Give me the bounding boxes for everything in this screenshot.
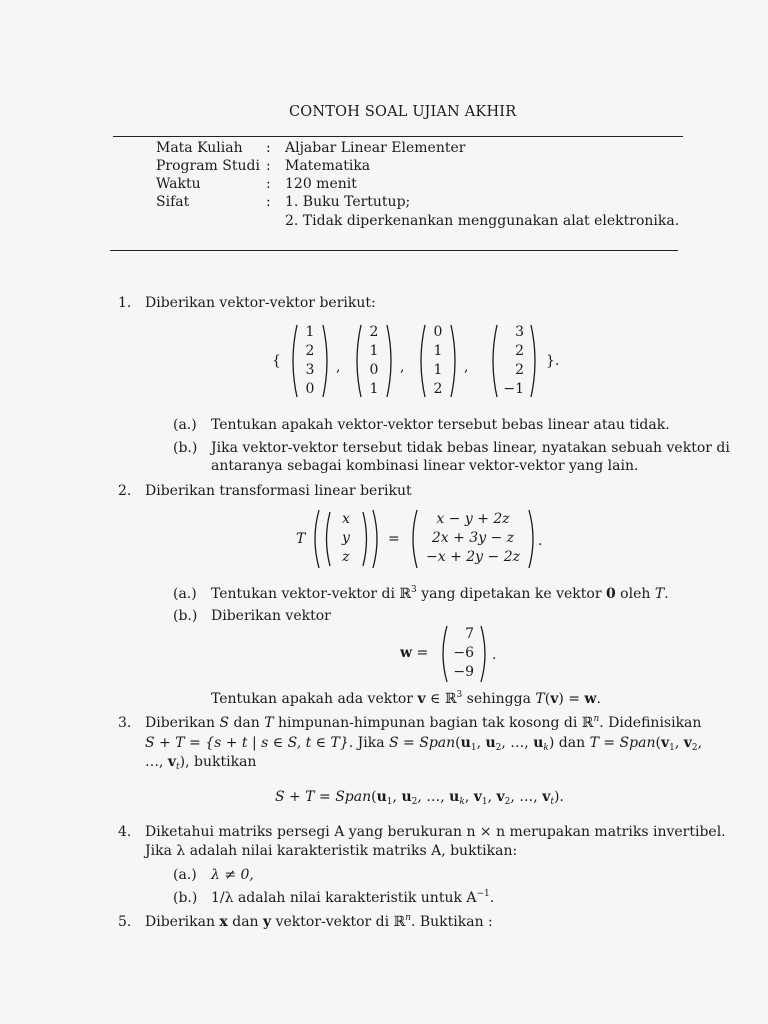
problem-1a-text: Tentukan apakah vektor-vektor tersebut bebas linear atau tidak. <box>211 417 670 433</box>
problem-3-display: $S + T = Span(u_1$, $u_2$, …, $u_k$, $v_1$, $v_2$, …, $v_t$). <box>275 789 564 807</box>
vector-4-entry: 3 <box>515 324 524 340</box>
comma: , <box>464 359 469 375</box>
info-label-nature: Sifat <box>156 194 190 210</box>
vector-4 <box>500 323 524 399</box>
w-vector <box>448 625 474 682</box>
transformation-equation <box>296 508 546 570</box>
w-entry: 7 <box>465 626 474 642</box>
vector-2 <box>366 323 382 399</box>
input-vector <box>334 510 358 567</box>
info-sep-program: : <box>266 158 271 174</box>
problem-1b-text-line2: antaranya sebagai kombinasi linear vektor-vektor yang lain. <box>211 458 639 474</box>
problem-5-text: Diberikan x dan y vektor-vektor di ℝ$^n$. Buktikan : <box>145 913 493 930</box>
vector-2-entry: 1 <box>369 381 379 397</box>
period: . <box>538 533 543 549</box>
vector-1 <box>302 323 318 399</box>
info-sep-nature: : <box>266 194 271 210</box>
problem-1-intro: Diberikan vektor-vektor berikut: <box>145 295 376 311</box>
vector-4-right-paren <box>530 324 540 398</box>
vector-3 <box>430 323 446 399</box>
w-entry: −6 <box>453 645 474 661</box>
info-label-program: Program Studi <box>156 158 260 174</box>
problem-4a-label: (a.) <box>173 867 197 883</box>
vector-3-left-paren <box>416 324 426 398</box>
vector-3-entry: 1 <box>433 362 443 378</box>
problem-1a-label: (a.) <box>173 417 197 433</box>
output-entry: −x + 2y − 2z <box>426 549 520 565</box>
problem-4-line2: Jika λ adalah nilai karakteristik matriks A, buktikan: <box>145 843 518 859</box>
w-symbol: w = <box>400 645 429 661</box>
header-bottom-rule <box>110 250 678 251</box>
problem-3-line3: …, $v_t$), buktikan <box>145 754 257 772</box>
problem-2a-text: Tentukan vektor-vektor di ℝ$^3$ yang dipetakan ke vektor 0 oleh T. <box>211 585 669 602</box>
problem-4-line1: Diketahui matriks persegi A yang berukuran n × n merupakan matriks invertibel. <box>145 824 726 840</box>
output-entry: x − y + 2z <box>436 511 510 527</box>
problem-4b-text: 1/λ adalah nilai karakteristik untuk $A^{-1}$. <box>211 889 495 906</box>
input-entry: y <box>342 530 350 546</box>
input-right-paren <box>362 511 371 567</box>
vector-2-right-paren <box>386 324 396 398</box>
vector-set <box>266 322 566 400</box>
outer-right-paren <box>372 509 382 569</box>
transformation-symbol: T <box>296 531 306 547</box>
output-vector <box>420 510 526 567</box>
vector-1-left-paren <box>288 324 298 398</box>
vector-1-entry: 0 <box>305 381 315 397</box>
vector-1-entry: 1 <box>305 324 315 340</box>
input-entry: x <box>342 511 350 527</box>
problem-2-intro: Diberikan transformasi linear berikut <box>145 483 412 499</box>
vector-2-left-paren <box>352 324 362 398</box>
input-entry: z <box>342 549 350 565</box>
output-left-paren <box>408 509 418 569</box>
problem-1b-text-line1: Jika vektor-vektor tersebut tidak bebas linear, nyatakan sebuah vektor di <box>211 440 730 456</box>
problem-2-number: 2. <box>118 483 132 499</box>
vector-4-entry: −1 <box>503 381 524 397</box>
outer-left-paren <box>310 509 320 569</box>
problem-4a-text: λ ≠ 0, <box>211 867 254 883</box>
problem-2b-label: (b.) <box>173 608 198 624</box>
info-value-nature-1: 1. Buku Tertutup; <box>285 194 411 210</box>
w-entry: −9 <box>453 664 474 680</box>
vector-3-entry: 0 <box>433 324 443 340</box>
left-brace: { <box>272 353 281 369</box>
problem-4-number: 4. <box>118 824 132 840</box>
problem-2b-question: Tentukan apakah ada vektor v ∈ ℝ$^3$ sehingga T(v) = w. <box>211 690 601 707</box>
problem-2a-label: (a.) <box>173 586 197 602</box>
info-label-time: Waktu <box>156 176 201 192</box>
problem-3-line1: Diberikan S dan T himpunan-himpunan bagian tak kosong di ℝ$^n$. Didefinisikan <box>145 714 702 731</box>
output-entry: 2x + 3y − z <box>431 530 515 546</box>
header-top-rule <box>113 136 683 137</box>
vector-2-entry: 2 <box>369 324 379 340</box>
info-label-course: Mata Kuliah <box>156 140 243 156</box>
equals-sign: = <box>388 531 400 547</box>
vector-1-right-paren <box>322 324 332 398</box>
problem-2b-text: Diberikan vektor <box>211 608 331 624</box>
problem-3-line2: S + T = {s + t | s ∈ S, t ∈ T}. Jika $S = Span(u_1$, $u_2$, …, $u_k$) dan $T = Span(v_1$, $v_2$, <box>145 735 703 753</box>
vector-3-right-paren <box>450 324 460 398</box>
info-value-course: Aljabar Linear Elementer <box>285 140 466 156</box>
problem-1b-label: (b.) <box>173 440 198 456</box>
vector-2-entry: 0 <box>369 362 379 378</box>
vector-4-entry: 2 <box>515 343 524 359</box>
right-brace: }. <box>546 353 560 369</box>
vector-3-entry: 1 <box>433 343 443 359</box>
problem-4b-label: (b.) <box>173 890 198 906</box>
vector-4-left-paren <box>488 324 498 398</box>
vector-2-entry: 1 <box>369 343 379 359</box>
page-title: CONTOH SOAL UJIAN AKHIR <box>289 104 517 120</box>
w-right-paren <box>480 625 490 683</box>
output-right-paren <box>528 509 538 569</box>
vector-1-entry: 2 <box>305 343 315 359</box>
w-vector-equation <box>400 624 510 684</box>
period: . <box>492 647 497 663</box>
problem-5-number: 5. <box>118 914 132 930</box>
vector-3-entry: 2 <box>433 381 443 397</box>
info-value-time: 120 menit <box>285 176 357 192</box>
info-sep-course: : <box>266 140 271 156</box>
info-sep-time: : <box>266 176 271 192</box>
vector-1-entry: 3 <box>305 362 315 378</box>
info-value-program: Matematika <box>285 158 371 174</box>
comma: , <box>336 359 341 375</box>
input-left-paren <box>322 511 331 567</box>
vector-4-entry: 2 <box>515 362 524 378</box>
problem-1-number: 1. <box>118 295 132 311</box>
info-value-nature-2: 2. Tidak diperkenankan menggunakan alat elektronika. <box>285 213 680 229</box>
problem-3-number: 3. <box>118 715 132 731</box>
comma: , <box>400 359 405 375</box>
w-left-paren <box>438 625 448 683</box>
